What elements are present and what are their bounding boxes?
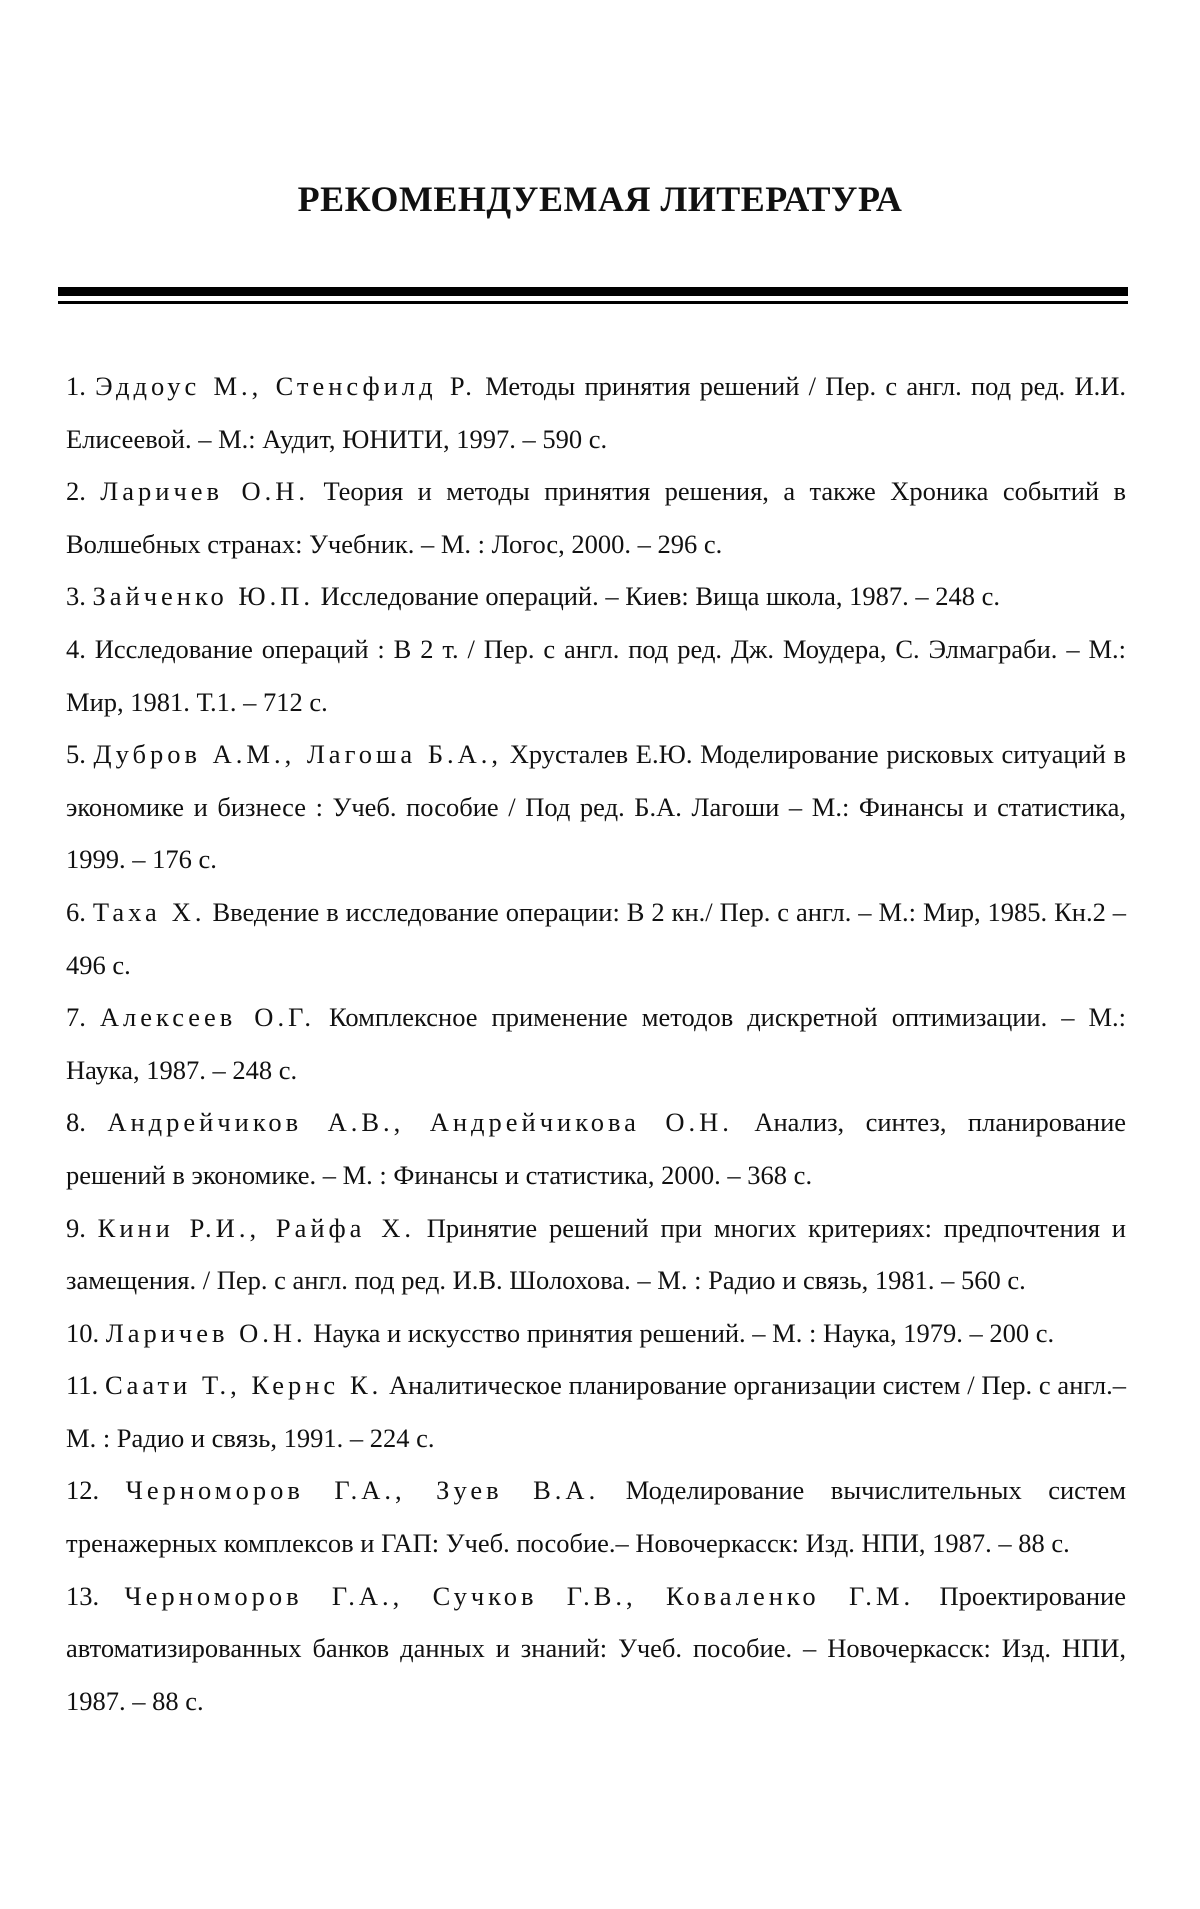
reference-number: 11. [66, 1370, 99, 1401]
reference-authors: Андрейчиков А.В., Андрейчикова О.Н. [107, 1107, 733, 1138]
reference-number: 10. [66, 1317, 100, 1348]
reference-authors: Эддоус М., Стенсфилд Р. [95, 371, 476, 401]
reference-number: 13. [66, 1580, 100, 1611]
reference-item-1 [66, 360, 1126, 465]
reference-item-13 [66, 1570, 1126, 1728]
reference-text: Моделирование вычислительных систем тренажерных комплексов и ГАП: Учеб. пособие.– Новочеркасск: Изд. НПИ, 1987. – 88 с. [66, 1475, 1127, 1559]
reference-authors: Зайченко Ю.П. [92, 581, 315, 612]
reference-text: Проектирование автоматизированных банков данных и знаний: Учеб. пособие. – Новочеркасск: Изд. НПИ, 1987. – 88 с. [66, 1580, 1126, 1716]
reference-authors: Черноморов Г.А., Сучков Г.В., Коваленко Г.М. [124, 1580, 915, 1611]
reference-item-6 [66, 886, 1126, 991]
reference-number: 1. [66, 371, 86, 401]
reference-item-11 [66, 1359, 1126, 1464]
reference-item-10 [66, 1307, 1126, 1360]
reference-text: Анализ, синтез, планирование решений в экономике. – М. : Финансы и статистика, 2000. – 368 с. [66, 1107, 1127, 1190]
reference-item-12 [66, 1464, 1126, 1569]
reference-text: Теория и методы принятия решения, а также Хроника событий в Волшебных странах: Учебник. – М. : Логос, 2000. – 296 с. [66, 476, 1127, 559]
reference-item-2 [66, 465, 1126, 570]
reference-text: Аналитическое планирование организации систем / Пер. с англ.– М. : Радио и связь, 1991. – 224 с. [66, 1370, 1126, 1453]
reference-item-5 [66, 728, 1126, 886]
reference-number: 6. [66, 896, 86, 927]
page-title: РЕКОМЕНДУЕМАЯ ЛИТЕРАТУРА [297, 179, 903, 219]
reference-authors: Таха Х. [92, 896, 206, 927]
reference-authors: Саати Т., Кернс К. [104, 1370, 383, 1401]
title-rule-thick-line [58, 287, 1128, 296]
reference-item-7 [66, 991, 1126, 1096]
reference-authors: Дубров А.М., Лагоша Б.А., [93, 739, 503, 770]
reference-authors: Алексеев О.Г. [99, 1002, 316, 1033]
reference-authors: Ларичев О.Н. [105, 1317, 307, 1348]
reference-number: 5. [66, 739, 86, 770]
reference-number: 8. [66, 1107, 86, 1138]
reference-text: Исследование операций. – Киев: Вища школа, 1987. – 248 с. [320, 581, 1000, 612]
reference-item-8 [66, 1096, 1126, 1201]
reference-number: 4. [66, 633, 86, 664]
reference-item-3 [66, 570, 1126, 623]
title-double-rule [58, 287, 1128, 309]
reference-number: 3. [66, 581, 86, 612]
reference-text: Введение в исследование операции: В 2 кн./ Пер. с англ. – М.: Мир, 1985. Кн.2 –496 с. [66, 896, 1127, 980]
reference-text: Исследование операций : В 2 т. / Пер. с англ. под ред. Дж. Моудера, С. Элмаграби. – М.: Мир, 1981. Т.1. – 712 с. [66, 633, 1127, 717]
reference-number: 7. [66, 1002, 86, 1033]
reference-item-9 [66, 1202, 1126, 1307]
reference-item-4 [66, 623, 1126, 728]
reference-text: Методы принятия решений / Пер. с англ. под ред. И.И. Елисеевой. – М.: Аудит, ЮНИТИ, 1997. – 590 с. [66, 371, 1126, 454]
reference-text: Хрусталев Е.Ю. Моделирование рисковых ситуаций в экономике и бизнесе : Учеб. пособие / Под ред. Б.А. Лагоши – М.: Финансы и статистика, 1999. – 176 с. [66, 739, 1127, 875]
reference-number: 9. [66, 1212, 86, 1243]
reference-authors: Ларичев О.Н. [100, 476, 310, 507]
reference-text: Комплексное применение методов дискретной оптимизации. – М.: Наука, 1987. – 248 с. [66, 1002, 1127, 1085]
reference-text: Принятие решений при многих критериях: предпочтения и замещения. / Пер. с англ. под ред. И.В. Шолохова. – М. : Радио и связь, 1981. – 560 с. [66, 1212, 1126, 1296]
reference-authors: Кини Р.И., Райфа Х. [97, 1212, 415, 1243]
title-rule-thin-line [58, 301, 1128, 304]
reference-text: Наука и искусство принятия решений. – М. : Наука, 1979. – 200 с. [313, 1317, 1055, 1348]
reference-authors: Черноморов Г.А., Зуев В.А. [125, 1475, 600, 1506]
reference-number: 12. [66, 1475, 100, 1506]
reference-number: 2. [66, 476, 86, 507]
reference-list [66, 360, 1126, 1727]
